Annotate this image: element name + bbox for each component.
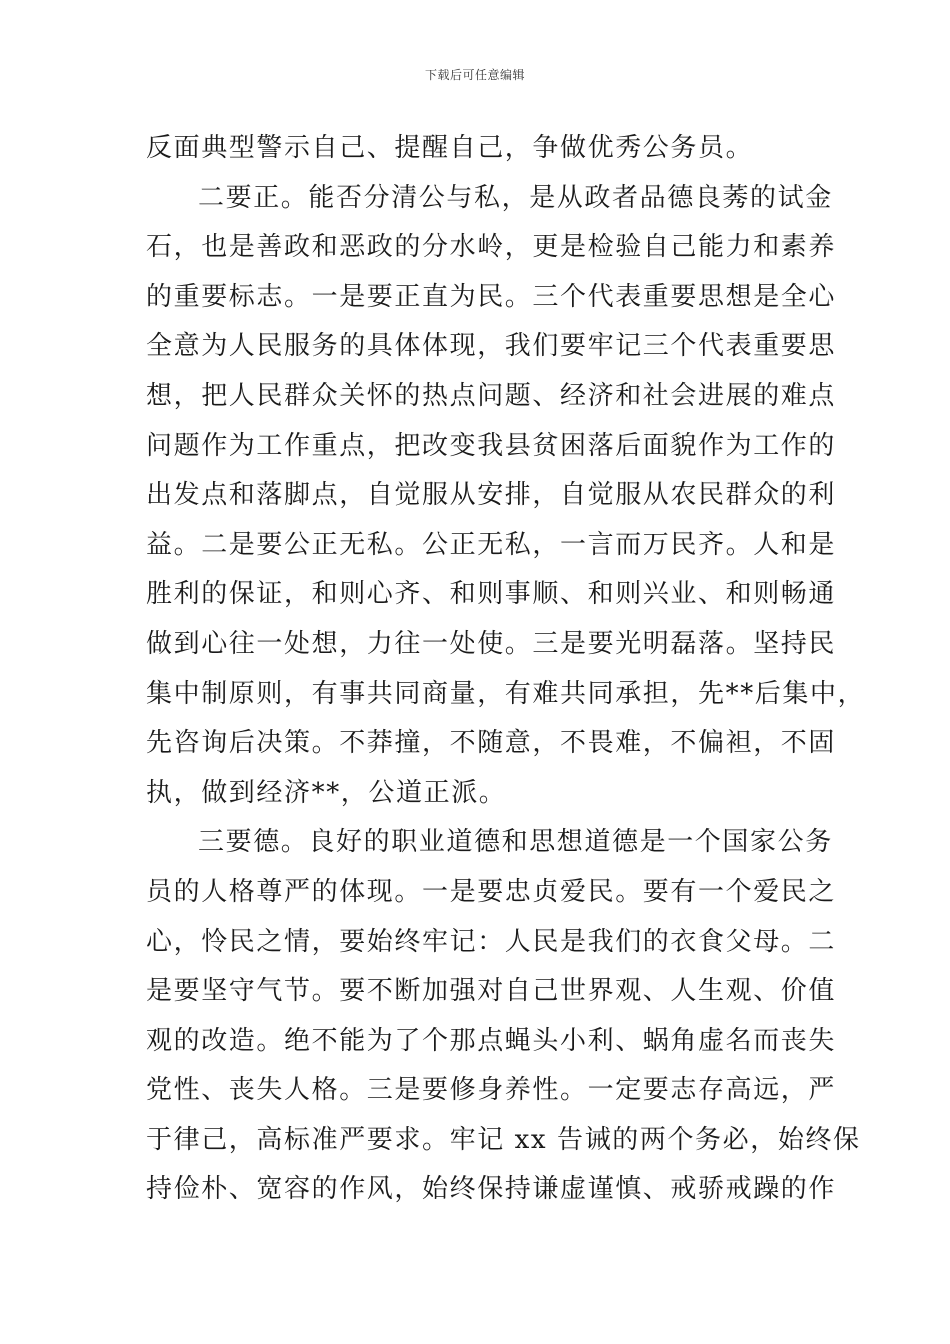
text-line: 石，也是善政和恶政的分水岭，更是检验自己能力和素养 bbox=[146, 232, 837, 263]
text-line: 于律己，高标准严要求。牢记 xx 告诫的两个务必，始终保 bbox=[146, 1124, 861, 1155]
text-line: 反面典型警示自己、提醒自己，争做优秀公务员。 bbox=[146, 133, 754, 163]
text-line: 持俭朴、宽容的作风，始终保持谦虚谨慎、戒骄戒躁的作 bbox=[146, 1174, 837, 1205]
text-line: 全意为人民服务的具体体现，我们要牢记三个代表重要思 bbox=[146, 331, 837, 362]
text-line: 员的人格尊严的体现。一是要忠贞爱民。要有一个爱民之 bbox=[146, 876, 837, 907]
text-line: 是要坚守气节。要不断加强对自己世界观、人生观、价值 bbox=[146, 976, 837, 1007]
page-header: 下载后可任意编辑 bbox=[424, 68, 525, 82]
text-line: 胜利的保证，和则心齐、和则事顺、和则兴业、和则畅通 bbox=[146, 579, 837, 610]
text-line: 先咨询后决策。不莽撞，不随意，不畏难，不偏袒，不固 bbox=[146, 728, 837, 759]
text-line: 益。二是要公正无私。公正无私，一言而万民齐。人和是 bbox=[146, 529, 837, 560]
text-line: 观的改造。绝不能为了个那点蝇头小利、蜗角虚名而丧失 bbox=[146, 1025, 837, 1056]
text-line: 的重要标志。一是要正直为民。三个代表重要思想是全心 bbox=[146, 281, 837, 312]
text-line: 做到心往一处想，力往一处使。三是要光明磊落。坚持民 bbox=[146, 628, 837, 659]
text-line: 想，把人民群众关怀的热点问题、经济和社会进展的难点 bbox=[146, 380, 837, 411]
text-line: 集中制原则，有事共同商量，有难共同承担，先**后集中， bbox=[146, 678, 866, 709]
text-line: 出发点和落脚点，自觉服从安排，自觉服从农民群众的利 bbox=[146, 480, 837, 511]
paragraph-start-line: 三要德。良好的职业道德和思想道德是一个国家公务 bbox=[198, 827, 833, 858]
text-line: 问题作为工作重点，把改变我县贫困落后面貌作为工作的 bbox=[146, 430, 837, 461]
paragraph-start-line: 二要正。能否分清公与私，是从政者品德良莠的试金 bbox=[198, 182, 833, 213]
body-text bbox=[146, 124, 866, 1215]
text-line: 党性、丧失人格。三是要修身养性。一定要志存高远，严 bbox=[146, 1075, 837, 1106]
text-line: 执，做到经济**，公道正派。 bbox=[146, 777, 507, 808]
text-line: 心，怜民之情，要始终牢记：人民是我们的衣食父母。二 bbox=[146, 926, 837, 957]
